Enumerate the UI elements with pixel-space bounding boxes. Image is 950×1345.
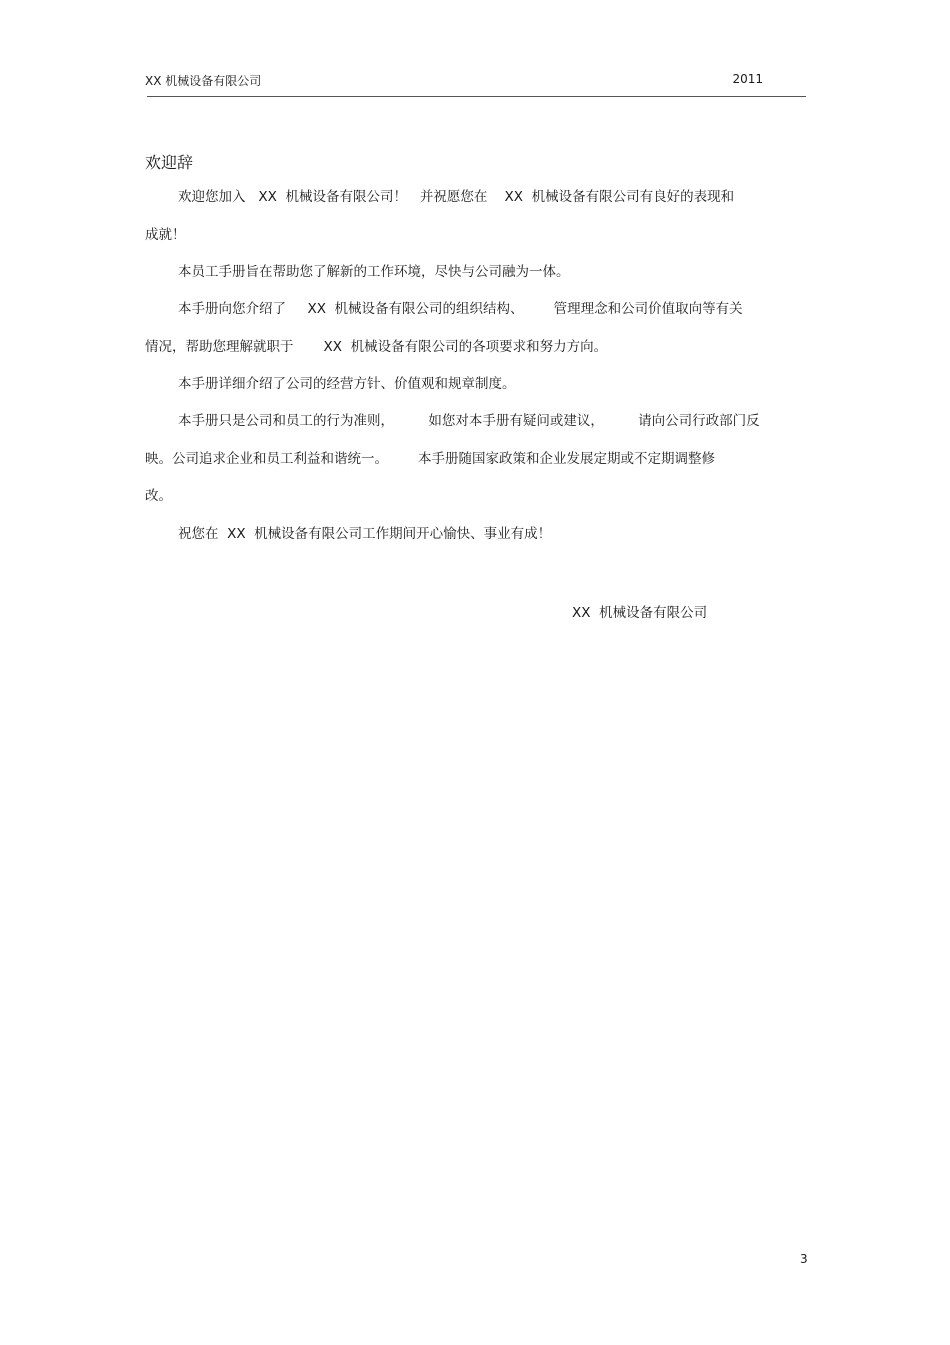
page-number: 3 [800,1252,808,1266]
body-line-7: 本手册只是公司和员工的行为准则， 如您对本手册有疑问或建议， 请向公司行政部门反 [178,413,760,429]
body-line-8: 映。公司追求企业和员工利益和谐统一。 本手册随国家政策和企业发展定期或不定期调整修 [145,451,716,467]
body-line-9: 改。 [145,488,172,504]
body-line-5: 情况，帮助您理解就职于 XX 机械设备有限公司的各项要求和努力方向。 [145,339,608,355]
header-year: 2011 [732,72,763,86]
page-title: 欢迎辞 [145,153,194,172]
signature-company: XX 机械设备有限公司 [572,605,708,621]
body-line-2: 成就！ [145,227,186,243]
header-company: XX 机械设备有限公司 [145,74,262,88]
body-line-6: 本手册详细介绍了公司的经营方针、价值观和规章制度。 [178,376,516,392]
body-line-10: 祝您在 XX 机械设备有限公司工作期间开心愉快、事业有成！ [178,526,552,542]
body-line-4: 本手册向您介绍了 XX 机械设备有限公司的组织结构、 管理理念和公司价值取向等有关 [178,301,743,317]
body-line-3: 本员工手册旨在帮助您了解新的工作环境，尽快与公司融为一体。 [178,264,570,280]
body-line-1: 欢迎您加入 XX 机械设备有限公司！ 并祝愿您在 XX 机械设备有限公司有良好的表现和 [178,189,735,205]
header-divider [147,96,806,97]
page-header [145,72,763,90]
